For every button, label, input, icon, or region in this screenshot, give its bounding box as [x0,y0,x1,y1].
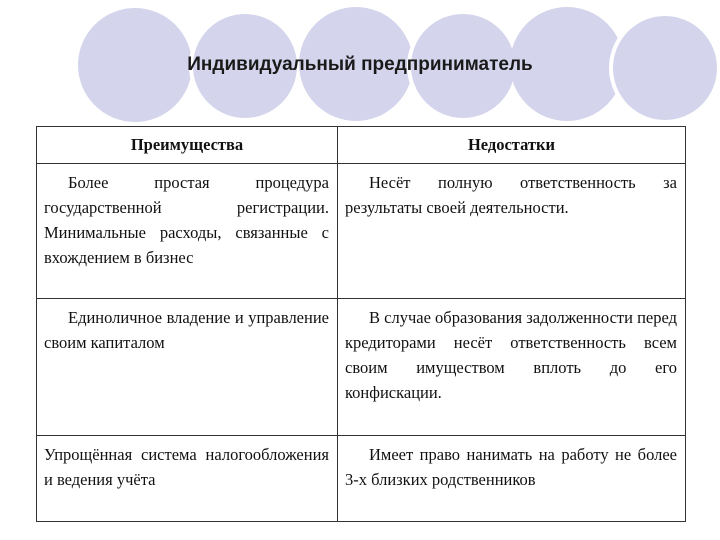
disadvantage-text: Имеет право нанимать на работу не более 3-х близких родственников [345,445,677,489]
disadvantage-cell [338,436,686,522]
advantage-cell [37,436,338,522]
table-row [37,164,686,299]
table-header-row [37,127,686,164]
disadvantage-text: В случае образования задолженности перед кредиторами несёт ответственность всем своим имуществом вплоть до его конфискации. [345,308,677,402]
advantage-cell [37,164,338,299]
disadvantage-cell [338,164,686,299]
advantage-text: Упрощённая система налогообложения и ведения учёта [44,445,329,489]
header-advantages: Преимущества [37,127,338,164]
header-disadvantages: Недостатки [338,127,686,164]
advantage-text: Единоличное владение и управление своим капиталом [44,308,329,352]
table-row [37,299,686,436]
table-row [37,436,686,522]
page-title: Индивидуальный предприниматель [187,54,533,75]
disadvantage-cell [338,299,686,436]
comparison-table [36,126,686,522]
disadvantage-text: Несёт полную ответственность за результаты своей деятельности. [345,173,677,217]
advantage-text: Более простая процедура государственной регистрации. Минимальные расходы, связанные с вхождением в бизнес [44,173,329,267]
advantage-cell [37,299,338,436]
